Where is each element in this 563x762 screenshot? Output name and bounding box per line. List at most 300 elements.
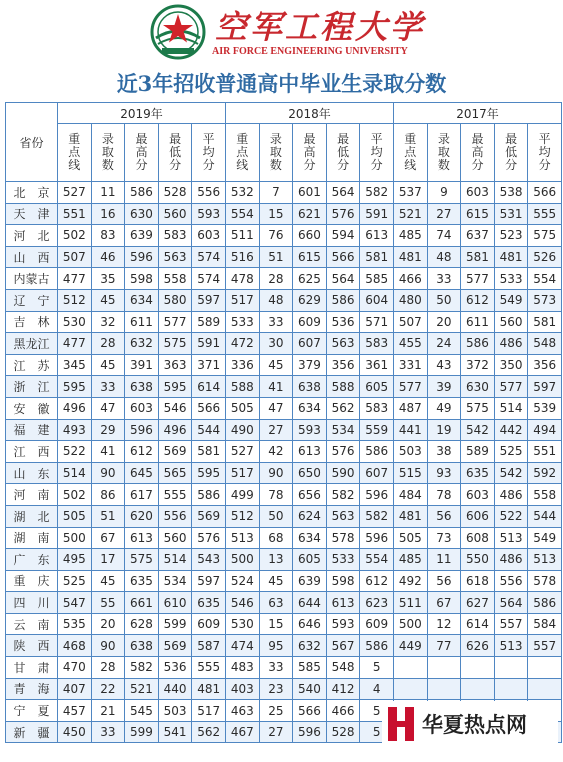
score-cell: 593 <box>192 203 226 225</box>
table-body <box>6 182 562 743</box>
score-cell: 556 <box>192 182 226 204</box>
score-cell <box>494 657 528 679</box>
score-cell: 477 <box>58 268 92 290</box>
score-cell: 67 <box>427 592 461 614</box>
score-cell: 591 <box>360 203 394 225</box>
score-cell: 23 <box>259 678 293 700</box>
score-cell: 56 <box>427 505 461 527</box>
score-cell: 603 <box>461 484 495 506</box>
table-row <box>6 462 562 484</box>
score-cell: 577 <box>494 376 528 398</box>
score-cell: 593 <box>326 613 360 635</box>
table-row <box>6 592 562 614</box>
column-header-char: 点 <box>236 145 249 159</box>
university-name-cn: 空军工程大学 <box>215 8 426 46</box>
year-header-2018: 2018年 <box>226 103 394 124</box>
score-cell: 514 <box>494 397 528 419</box>
score-cell: 500 <box>394 613 428 635</box>
score-cell: 68 <box>259 527 293 549</box>
column-header <box>158 124 192 182</box>
province-cell: 湖 南 <box>6 527 58 549</box>
score-cell: 90 <box>91 635 125 657</box>
score-cell: 585 <box>360 268 394 290</box>
score-cell: 596 <box>360 484 394 506</box>
score-cell: 524 <box>226 570 260 592</box>
score-cell: 48 <box>259 289 293 311</box>
score-cell: 477 <box>58 333 92 355</box>
score-cell: 33 <box>91 721 125 743</box>
score-cell: 43 <box>427 354 461 376</box>
score-cell: 515 <box>394 462 428 484</box>
score-cell: 589 <box>461 441 495 463</box>
score-cell: 610 <box>158 592 192 614</box>
score-cell: 83 <box>91 225 125 247</box>
score-cell: 27 <box>259 721 293 743</box>
score-cell: 646 <box>293 613 327 635</box>
score-cell: 95 <box>259 635 293 657</box>
province-cell: 广 东 <box>6 549 58 571</box>
score-cell: 78 <box>427 484 461 506</box>
score-cell: 78 <box>259 484 293 506</box>
score-cell: 363 <box>158 354 192 376</box>
score-cell: 564 <box>494 592 528 614</box>
score-cell: 549 <box>528 527 562 549</box>
score-cell: 20 <box>427 311 461 333</box>
column-header-char: 分 <box>505 158 518 172</box>
column-header <box>58 124 92 182</box>
column-header-char: 低 <box>169 145 182 159</box>
table-row <box>6 441 562 463</box>
score-cell: 470 <box>58 657 92 679</box>
score-cell: 495 <box>58 549 92 571</box>
score-cell: 481 <box>192 678 226 700</box>
score-cell: 661 <box>125 592 159 614</box>
score-cell: 517 <box>226 289 260 311</box>
score-cell: 635 <box>192 592 226 614</box>
score-cell: 587 <box>192 635 226 657</box>
score-cell: 512 <box>58 289 92 311</box>
score-cell: 46 <box>91 246 125 268</box>
score-cell: 628 <box>125 613 159 635</box>
score-cell: 626 <box>461 635 495 657</box>
score-cell: 549 <box>494 289 528 311</box>
score-cell: 521 <box>125 678 159 700</box>
score-cell: 502 <box>58 484 92 506</box>
score-cell: 598 <box>125 268 159 290</box>
score-cell: 484 <box>394 484 428 506</box>
score-cell: 566 <box>293 700 327 722</box>
score-cell: 11 <box>91 182 125 204</box>
score-cell: 547 <box>58 592 92 614</box>
province-cell: 甘 肃 <box>6 657 58 679</box>
score-cell: 627 <box>461 592 495 614</box>
column-header-char: 重 <box>236 132 249 146</box>
score-cell: 577 <box>158 311 192 333</box>
column-header-char: 分 <box>202 158 215 172</box>
score-cell: 624 <box>293 505 327 527</box>
score-cell: 541 <box>158 721 192 743</box>
table-row <box>6 505 562 527</box>
score-cell: 618 <box>461 570 495 592</box>
score-cell: 660 <box>293 225 327 247</box>
table-row <box>6 246 562 268</box>
score-cell: 45 <box>259 570 293 592</box>
score-cell: 581 <box>360 246 394 268</box>
score-cell: 605 <box>293 549 327 571</box>
score-cell: 499 <box>226 484 260 506</box>
table-row <box>6 657 562 679</box>
score-cell: 554 <box>226 203 260 225</box>
score-cell: 45 <box>259 354 293 376</box>
province-cell: 宁 夏 <box>6 700 58 722</box>
score-cell: 507 <box>394 311 428 333</box>
score-cell <box>528 657 562 679</box>
score-cell: 576 <box>326 203 360 225</box>
score-cell: 496 <box>158 419 192 441</box>
province-cell: 山 西 <box>6 246 58 268</box>
score-cell <box>528 678 562 700</box>
score-cell: 559 <box>360 419 394 441</box>
score-cell: 523 <box>494 225 528 247</box>
score-cell: 613 <box>125 527 159 549</box>
page-title: 近3年招收普通高中毕业生录取分数 <box>116 71 447 96</box>
score-cell: 472 <box>226 333 260 355</box>
score-cell: 487 <box>394 397 428 419</box>
score-cell: 562 <box>192 721 226 743</box>
column-header-char: 分 <box>135 158 148 172</box>
table-row <box>6 225 562 247</box>
score-cell: 51 <box>259 246 293 268</box>
score-cell: 526 <box>528 246 562 268</box>
score-cell: 613 <box>326 592 360 614</box>
score-cell <box>494 678 528 700</box>
score-cell: 331 <box>394 354 428 376</box>
score-cell: 560 <box>158 203 192 225</box>
score-cell: 557 <box>494 613 528 635</box>
province-cell: 重 庆 <box>6 570 58 592</box>
score-cell: 536 <box>158 657 192 679</box>
score-cell: 517 <box>192 700 226 722</box>
province-cell: 天 津 <box>6 203 58 225</box>
column-header <box>293 124 327 182</box>
score-cell: 599 <box>158 613 192 635</box>
column-header-char: 重 <box>68 132 81 146</box>
score-cell: 511 <box>394 592 428 614</box>
table-row <box>6 354 562 376</box>
column-header-char: 平 <box>370 132 383 146</box>
score-cell: 580 <box>158 289 192 311</box>
score-cell: 597 <box>528 376 562 398</box>
year-header-2017: 2017年 <box>394 103 562 124</box>
column-header-char: 录 <box>437 132 450 146</box>
score-cell: 90 <box>91 462 125 484</box>
score-cell: 574 <box>192 246 226 268</box>
column-header <box>259 124 293 182</box>
score-cell: 19 <box>427 419 461 441</box>
score-cell: 13 <box>259 549 293 571</box>
score-cell: 20 <box>91 613 125 635</box>
score-cell: 505 <box>58 505 92 527</box>
score-cell: 563 <box>326 333 360 355</box>
score-cell: 574 <box>192 268 226 290</box>
score-cell: 503 <box>394 441 428 463</box>
score-cell: 632 <box>293 635 327 657</box>
column-header <box>461 124 495 182</box>
score-cell: 15 <box>259 203 293 225</box>
score-cell: 595 <box>158 376 192 398</box>
score-cell: 533 <box>326 549 360 571</box>
score-cell: 463 <box>226 700 260 722</box>
score-cell: 550 <box>461 549 495 571</box>
score-cell: 513 <box>494 527 528 549</box>
score-cell: 612 <box>125 441 159 463</box>
province-cell: 四 川 <box>6 592 58 614</box>
score-cell: 371 <box>192 354 226 376</box>
score-cell: 566 <box>528 182 562 204</box>
column-header-char: 平 <box>202 132 215 146</box>
table-row <box>6 635 562 657</box>
column-header-char: 线 <box>236 158 249 172</box>
column-header-char: 分 <box>471 158 484 172</box>
score-cell: 512 <box>226 505 260 527</box>
score-cell <box>394 678 428 700</box>
province-cell: 浙 江 <box>6 376 58 398</box>
air-force-emblem-icon <box>150 4 206 60</box>
score-cell: 566 <box>326 246 360 268</box>
column-header-char: 录 <box>269 132 282 146</box>
province-cell: 江 苏 <box>6 354 58 376</box>
score-cell: 29 <box>91 419 125 441</box>
score-cell: 632 <box>125 333 159 355</box>
score-cell: 533 <box>494 268 528 290</box>
score-cell: 466 <box>326 700 360 722</box>
score-cell: 554 <box>360 549 394 571</box>
score-cell: 578 <box>528 570 562 592</box>
score-cell: 565 <box>158 462 192 484</box>
score-cell <box>427 657 461 679</box>
score-table-container <box>5 102 561 743</box>
score-cell: 45 <box>91 570 125 592</box>
score-cell: 502 <box>58 225 92 247</box>
province-cell: 河 北 <box>6 225 58 247</box>
province-cell: 福 建 <box>6 419 58 441</box>
score-cell: 546 <box>158 397 192 419</box>
column-header <box>427 124 461 182</box>
score-cell: 32 <box>91 311 125 333</box>
score-cell <box>427 678 461 700</box>
score-cell: 50 <box>259 505 293 527</box>
score-cell: 4 <box>360 678 394 700</box>
table-row <box>6 484 562 506</box>
column-header-char: 低 <box>337 145 350 159</box>
score-cell: 336 <box>226 354 260 376</box>
score-cell: 513 <box>528 549 562 571</box>
score-cell: 590 <box>326 462 360 484</box>
column-header-char: 分 <box>370 158 383 172</box>
score-cell: 597 <box>192 570 226 592</box>
score-cell: 571 <box>360 311 394 333</box>
score-cell: 38 <box>427 441 461 463</box>
column-header-char: 分 <box>538 158 551 172</box>
score-cell: 638 <box>125 376 159 398</box>
score-cell: 581 <box>461 246 495 268</box>
score-cell: 656 <box>293 484 327 506</box>
column-header-char: 均 <box>202 145 215 159</box>
score-cell: 535 <box>58 613 92 635</box>
column-header-char: 低 <box>505 145 518 159</box>
score-cell: 575 <box>158 333 192 355</box>
score-cell: 577 <box>461 268 495 290</box>
column-header-char: 最 <box>505 132 518 146</box>
score-cell: 532 <box>226 182 260 204</box>
score-cell: 533 <box>226 311 260 333</box>
column-header-char: 高 <box>303 145 316 159</box>
score-cell: 76 <box>259 225 293 247</box>
column-header <box>226 124 260 182</box>
score-cell: 603 <box>461 182 495 204</box>
score-cell: 551 <box>58 203 92 225</box>
score-cell: 412 <box>326 678 360 700</box>
score-cell: 468 <box>58 635 92 657</box>
column-header-char: 点 <box>404 145 417 159</box>
province-cell: 江 西 <box>6 441 58 463</box>
score-cell: 625 <box>293 268 327 290</box>
score-cell: 391 <box>125 354 159 376</box>
score-cell: 474 <box>226 635 260 657</box>
score-cell: 612 <box>461 289 495 311</box>
score-cell: 22 <box>91 678 125 700</box>
column-header <box>528 124 562 182</box>
score-cell: 356 <box>528 354 562 376</box>
score-cell: 630 <box>125 203 159 225</box>
score-cell: 564 <box>326 268 360 290</box>
column-header <box>125 124 159 182</box>
province-header: 省份 <box>6 103 58 182</box>
score-cell: 606 <box>461 505 495 527</box>
score-cell: 481 <box>394 505 428 527</box>
score-cell: 39 <box>427 376 461 398</box>
score-cell: 24 <box>427 333 461 355</box>
score-cell: 639 <box>293 570 327 592</box>
column-header-char: 分 <box>303 158 316 172</box>
score-cell: 540 <box>293 678 327 700</box>
score-cell: 457 <box>58 700 92 722</box>
score-cell: 554 <box>528 268 562 290</box>
column-header-char: 最 <box>471 132 484 146</box>
university-name-en: AIR FORCE ENGINEERING UNIVERSITY <box>212 46 408 57</box>
score-cell: 27 <box>427 203 461 225</box>
score-cell: 514 <box>58 462 92 484</box>
score-cell: 530 <box>58 311 92 333</box>
score-cell: 591 <box>192 333 226 355</box>
score-cell: 650 <box>293 462 327 484</box>
score-cell: 516 <box>226 246 260 268</box>
score-cell: 350 <box>494 354 528 376</box>
column-header-char: 数 <box>269 158 282 172</box>
table-row <box>6 289 562 311</box>
score-cell: 609 <box>192 613 226 635</box>
score-cell: 637 <box>461 225 495 247</box>
column-header-char: 均 <box>538 145 551 159</box>
watermark-text: 华夏热点网 <box>422 713 527 737</box>
score-cell: 48 <box>427 246 461 268</box>
score-cell: 575 <box>125 549 159 571</box>
score-cell: 585 <box>293 657 327 679</box>
column-header-char: 线 <box>404 158 417 172</box>
score-cell: 522 <box>58 441 92 463</box>
score-cell: 584 <box>528 613 562 635</box>
score-cell: 586 <box>125 182 159 204</box>
score-cell: 534 <box>158 570 192 592</box>
score-cell: 481 <box>394 246 428 268</box>
score-cell: 478 <box>226 268 260 290</box>
score-cell: 485 <box>394 225 428 247</box>
score-cell: 455 <box>394 333 428 355</box>
score-cell: 597 <box>192 289 226 311</box>
score-cell: 345 <box>58 354 92 376</box>
score-cell: 551 <box>528 441 562 463</box>
table-row <box>6 419 562 441</box>
score-cell: 486 <box>494 484 528 506</box>
score-cell: 596 <box>360 527 394 549</box>
score-cell: 621 <box>293 203 327 225</box>
score-cell: 601 <box>293 182 327 204</box>
score-cell: 503 <box>158 700 192 722</box>
score-cell: 45 <box>91 289 125 311</box>
table-row <box>6 613 562 635</box>
score-cell: 569 <box>158 441 192 463</box>
score-cell: 500 <box>226 549 260 571</box>
score-cell: 582 <box>360 505 394 527</box>
score-cell: 595 <box>58 376 92 398</box>
score-cell: 586 <box>528 592 562 614</box>
admission-score-table <box>5 102 562 743</box>
province-cell: 吉 林 <box>6 311 58 333</box>
score-cell: 525 <box>494 441 528 463</box>
score-cell: 28 <box>259 268 293 290</box>
score-cell: 586 <box>360 441 394 463</box>
score-cell: 593 <box>293 419 327 441</box>
score-cell: 638 <box>125 635 159 657</box>
table-row <box>6 397 562 419</box>
score-cell: 379 <box>293 354 327 376</box>
score-cell: 582 <box>125 657 159 679</box>
score-cell: 63 <box>259 592 293 614</box>
column-header-char: 数 <box>101 158 114 172</box>
score-cell: 635 <box>125 570 159 592</box>
score-cell: 617 <box>125 484 159 506</box>
table-row <box>6 333 562 355</box>
score-cell: 492 <box>394 570 428 592</box>
table-row <box>6 376 562 398</box>
score-cell: 582 <box>326 484 360 506</box>
score-cell: 615 <box>293 246 327 268</box>
score-cell: 494 <box>528 419 562 441</box>
score-cell: 505 <box>394 527 428 549</box>
score-cell: 496 <box>58 397 92 419</box>
score-cell: 440 <box>158 678 192 700</box>
column-header <box>192 124 226 182</box>
score-cell: 74 <box>427 225 461 247</box>
score-cell: 538 <box>494 182 528 204</box>
score-cell: 557 <box>528 635 562 657</box>
watermark-logo-icon <box>388 707 414 741</box>
score-cell: 485 <box>394 549 428 571</box>
table-row <box>6 527 562 549</box>
score-cell: 599 <box>125 721 159 743</box>
score-cell: 644 <box>293 592 327 614</box>
score-cell: 638 <box>293 376 327 398</box>
